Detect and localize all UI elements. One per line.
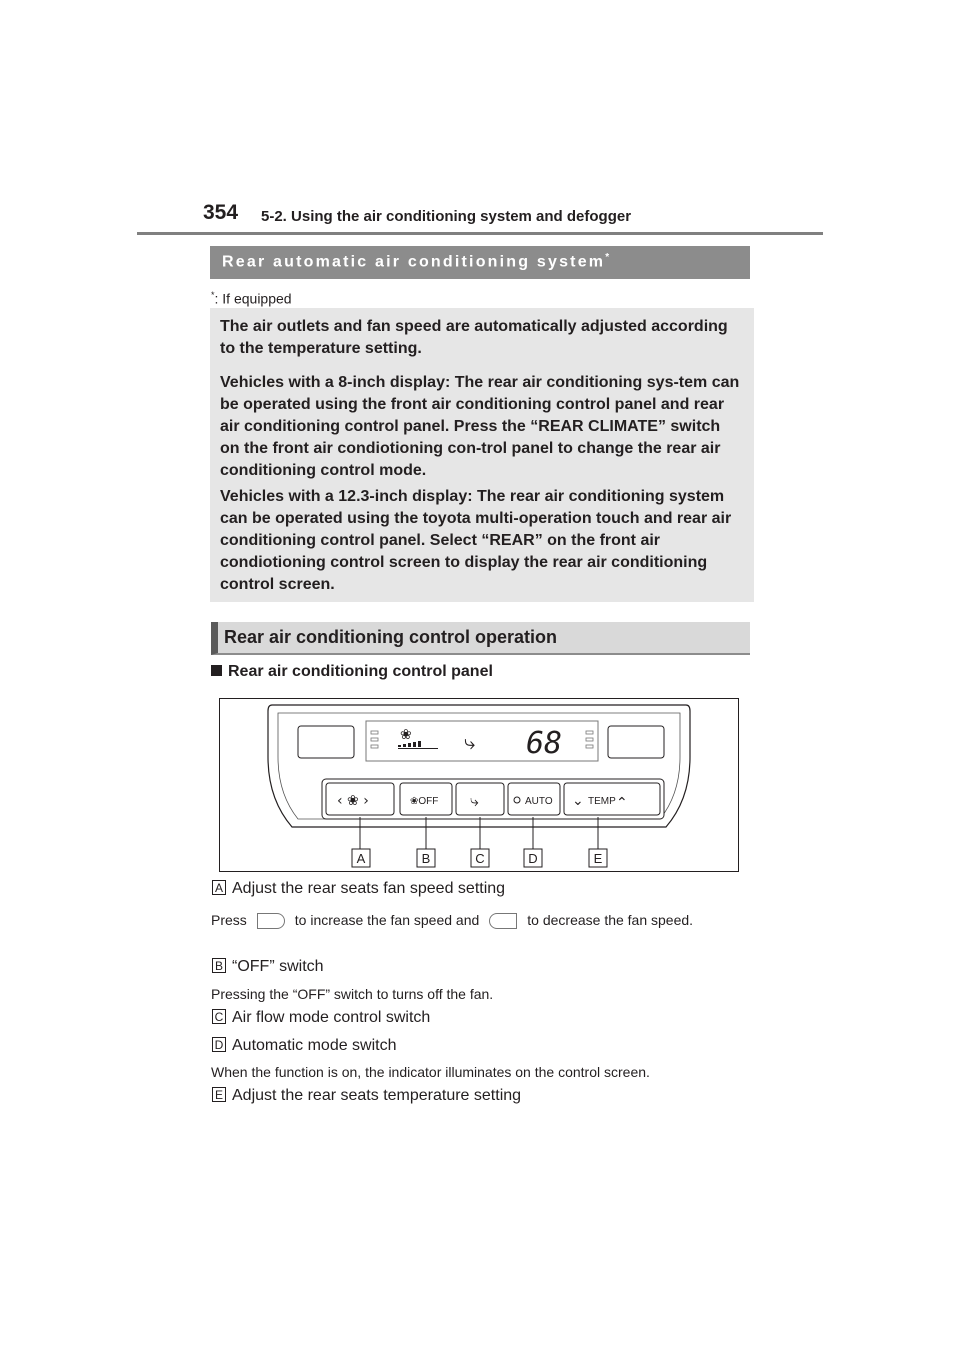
subsection-title: Rear air conditioning control operation [224,627,558,647]
panel-heading [211,663,493,681]
chapter-title: 5-2. Using the air conditioning system and defogger [261,208,632,225]
item-a-description [211,910,731,931]
item-b-label: B [212,958,226,973]
item-c-title: Air flow mode control switch [232,1009,431,1026]
fan-decrease-icon [489,913,517,929]
item-b-heading [212,958,324,976]
display-temperature: 68 [526,726,563,761]
airflow-mode-button[interactable] [456,783,504,815]
item-a-desc-after: to decrease the fan speed. [527,912,694,928]
airflow-mode-icon: ⤷ [470,791,479,810]
right-vent [608,726,664,758]
section-title-marker: * [605,252,610,263]
item-d-label: D [212,1037,226,1052]
item-e-label: E [212,1087,226,1102]
temp-up-icon: ⌃ [616,795,628,811]
intro-paragraph-2: Vehicles with a 8-inch display: The rear air conditioning sys-tem can be operated using the front air conditioning control panel and rear air conditioning control panel. Press the “REAR CLIMATE” switch on the front air condiotioning con-trol panel to change the rear air conditioning control mode. [220,374,740,479]
page-number: 354 [203,201,239,224]
item-a-heading [212,880,505,898]
item-a-desc-before: Press [211,912,247,928]
auto-button-label: AUTO [525,796,553,807]
control-panel-illustration [220,699,738,871]
section-title-text: Rear automatic air conditioning system [222,253,606,271]
callout-b: B [421,851,431,866]
intro-paragraph-1: The air outlets and fan speed are automatically adjusted according to the temperature setting. [220,318,728,357]
callout-e: E [593,851,603,866]
footnote-text: : If equipped [214,290,292,307]
item-b-title: “OFF” switch [232,958,324,975]
footnote-marker: * [211,290,215,300]
display-airflow-icon: ⤷ [464,730,476,754]
fan-increase-icon [257,913,285,929]
callout-d: D [528,851,538,866]
square-bullet-icon [211,665,222,676]
item-a-label: A [212,880,226,895]
item-e-heading [212,1087,521,1105]
panel-heading-text: Rear air conditioning control panel [228,663,493,680]
header-divider [137,232,823,235]
temp-down-icon: ⌄ [572,793,584,809]
section-title [222,252,609,271]
footnote [211,290,292,307]
fan-decrease-icon: ‹ ❀ › [337,793,369,809]
temp-button-label: TEMP [588,796,616,807]
item-a-desc-mid: to increase the fan speed and [294,912,480,928]
intro-paragraph-3: Vehicles with a 12.3-inch display: The rear air conditioning system can be operated using the toyota multi-operation touch and rear air conditioning control panel. Select “REAR” on the front air condiotioning control screen to display the rear air conditioning control screen. [220,488,732,593]
item-a-title: Adjust the rear seats fan speed setting [232,880,506,897]
item-e-title: Adjust the rear seats temperature setting [232,1087,522,1104]
item-c-heading [212,1009,430,1027]
left-vent [298,726,354,758]
item-d-title: Automatic mode switch [232,1037,397,1054]
item-b-description: Pressing the “OFF” switch to turns off the fan. [211,986,494,1002]
control-panel-figure [219,698,739,872]
item-d-description: When the function is on, the indicator illuminates on the control screen. [211,1064,650,1080]
item-d-heading [212,1037,397,1055]
display-fan-icon: ❀ [400,727,412,743]
item-c-label: C [212,1009,226,1024]
callout-a: A [356,851,366,866]
off-button-label: ❀OFF [410,796,439,807]
callout-c: C [475,851,485,866]
